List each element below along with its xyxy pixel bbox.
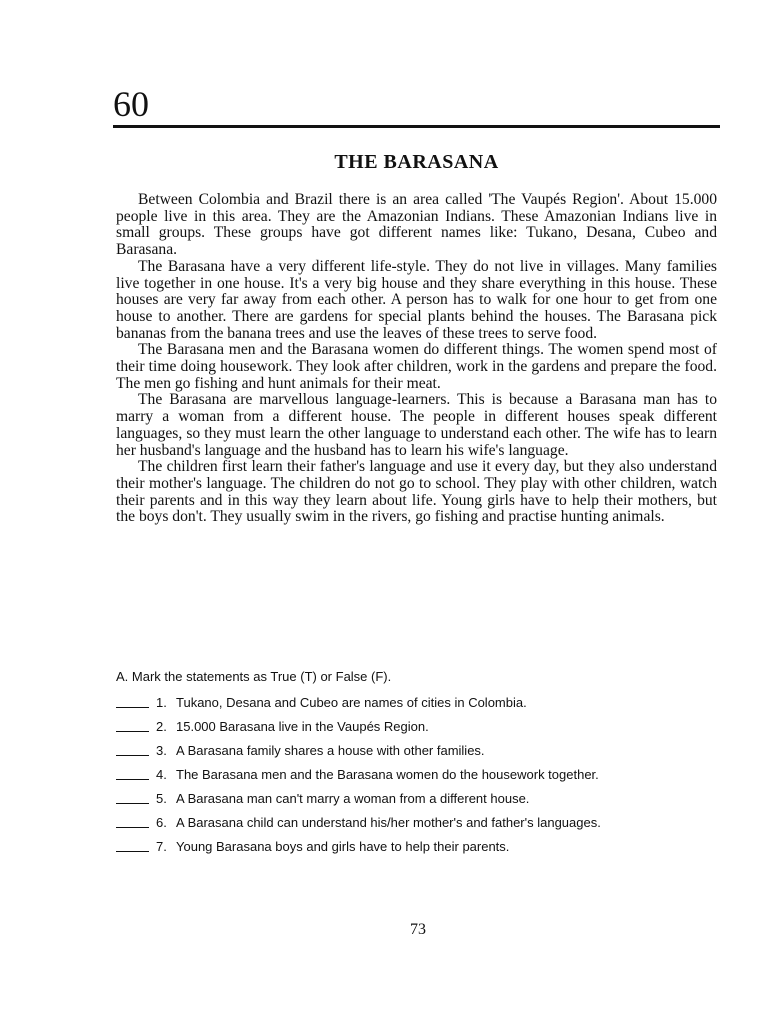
statement-text: A Barasana man can't marry a woman from a different house.	[176, 791, 530, 806]
page-number: 73	[410, 921, 426, 938]
paragraph: The Barasana have a very different life-style. They do not live in villages. Many families live together in one house. It's a very big house and they share everything in this house. These houses are very far away from each other. A person has to walk for one hour to get from one house to another. There are gardens for special plants behind the houses. The Barasana pick bananas from the banana trees and use the leaves of these trees to serve food.	[116, 257, 717, 342]
page-title: THE BARASANA	[334, 151, 499, 173]
statement-text: Tukano, Desana and Cubeo are names of cities in Colombia.	[176, 695, 527, 710]
answer-blank[interactable]	[116, 766, 149, 780]
statement-text: The Barasana men and the Barasana women do the housework together.	[176, 767, 599, 782]
statement-item	[116, 790, 716, 807]
paragraph: The Barasana men and the Barasana women do different things. The women spend most of their time doing housework. They look after children, work in the gardens and prepare the food. The men go fishing and hunt animals for their meat.	[116, 341, 717, 392]
answer-blank[interactable]	[116, 790, 149, 804]
paragraph: The children first learn their father's language and use it every day, but they also understand their mother's language. The children do not go to school. They play with other children, watch their parents and in this way they learn about life. Young girls have to help their mothers, but the boys don't. They usually swim in the rivers, go fishing and practise hunting animals.	[116, 458, 717, 526]
statement-item	[116, 742, 716, 759]
header-rule	[113, 125, 720, 128]
statement-item	[116, 766, 716, 783]
statement-number: 3.	[156, 743, 167, 758]
statement-text: 15.000 Barasana live in the Vaupés Region.	[176, 719, 429, 734]
statement-number: 5.	[156, 791, 167, 806]
paragraph: The Barasana are marvellous language-learners. This is because a Barasana man has to marry a woman from a different house. The people in different houses speak different languages, so they must learn the other language to understand each other. The wife has to learn her husband's language and the husband has to learn his wife's language.	[116, 391, 717, 459]
statement-list	[116, 694, 716, 862]
statement-item	[116, 838, 716, 855]
reading-passage	[116, 192, 717, 526]
lesson-number: 60	[113, 84, 149, 124]
answer-blank[interactable]	[116, 718, 149, 732]
statement-text: Young Barasana boys and girls have to help their parents.	[176, 839, 510, 854]
statement-number: 2.	[156, 719, 167, 734]
answer-blank[interactable]	[116, 814, 149, 828]
statement-number: 7.	[156, 839, 167, 854]
answer-blank[interactable]	[116, 742, 149, 756]
statement-item	[116, 814, 716, 831]
statement-text: A Barasana child can understand his/her mother's and father's languages.	[176, 815, 601, 830]
answer-blank[interactable]	[116, 838, 149, 852]
statement-number: 6.	[156, 815, 167, 830]
statement-number: 4.	[156, 767, 167, 782]
statement-text: A Barasana family shares a house with other families.	[176, 743, 485, 758]
statement-number: 1.	[156, 695, 167, 710]
statement-item	[116, 694, 716, 711]
statement-item	[116, 718, 716, 735]
paragraph: Between Colombia and Brazil there is an area called 'The Vaupés Region'. About 15.000 people live in this area. They are the Amazonian Indians. These Amazonian Indians live in small groups. These groups have got different names like: Tukano, Desana, Cubeo and Barasana.	[116, 191, 717, 259]
answer-blank[interactable]	[116, 694, 149, 708]
exercise-instruction: A. Mark the statements as True (T) or False (F).	[116, 669, 392, 684]
